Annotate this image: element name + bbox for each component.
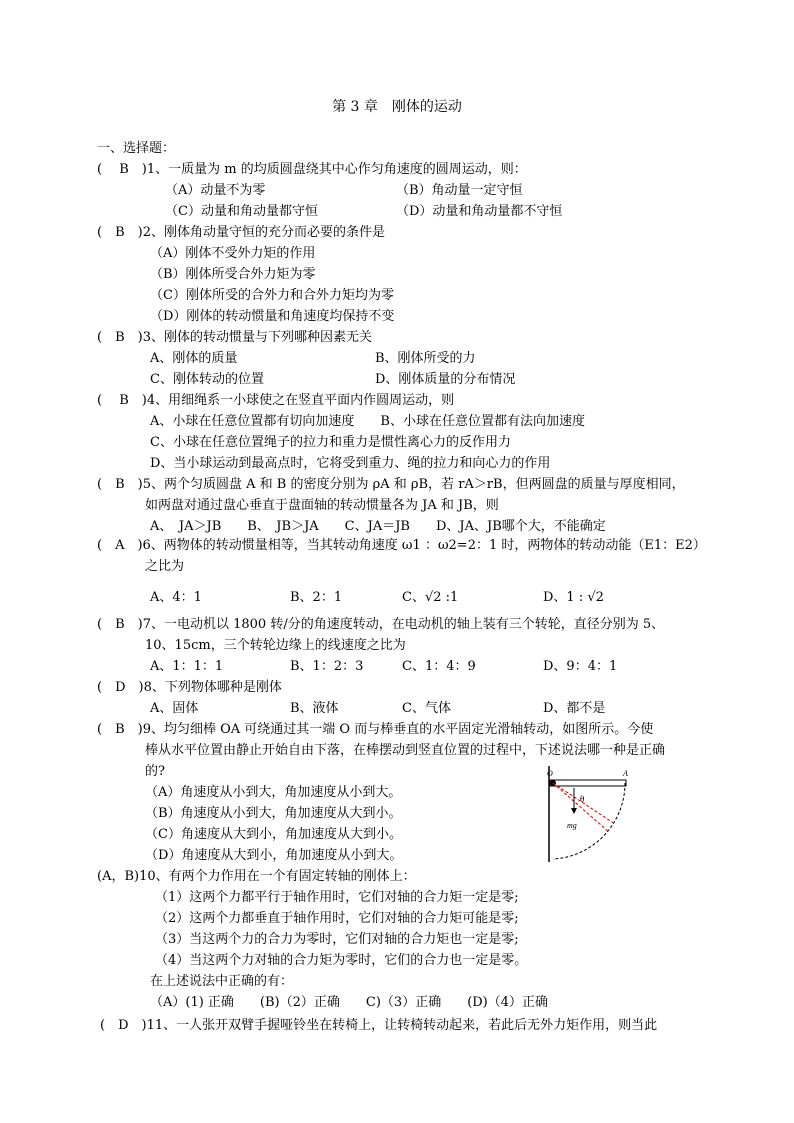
- rod-figure: [545, 766, 635, 862]
- text-line: 的?: [145, 764, 165, 779]
- text-line: ( D )8、下列物体哪种是刚体: [97, 680, 282, 695]
- text-line: （C）角速度从大到小，角加速度从大到小。: [145, 827, 402, 842]
- label-theta: θ: [580, 794, 585, 804]
- text-line: （B）角速度从小到大，角加速度从大到小。: [145, 806, 402, 821]
- text-line: A、1：1：1: [150, 659, 224, 674]
- text-line: （C）刚体所受的合外力和合外力矩均为零: [150, 288, 394, 303]
- text-line: （A）角速度从小到大，角加速度从小到大。: [145, 785, 402, 800]
- text-line: （A）(1) 正确 (B)（2）正确 C)（3）正确 (D)（4）正确: [150, 995, 549, 1010]
- text-line: （2）这两个力都垂直于轴作用时，它们对轴的合力矩可能是零;: [155, 911, 519, 926]
- text-line: C、刚体转动的位置: [150, 372, 264, 387]
- text-line: （3）当这两个力的合力为零时，它们对轴的合力矩也一定是零;: [155, 932, 519, 947]
- text-line: ( B )5、两个匀质圆盘 A 和 B 的密度分别为 ρA 和 ρB，若 rA＞rB，但两圆盘的质量与厚度相同，: [97, 477, 685, 492]
- text-line: （D）刚体的转动惯量和角速度均保持不变: [150, 309, 395, 324]
- text-line: D、1 : √2: [543, 590, 604, 605]
- label-o: O: [547, 769, 553, 778]
- text-line: 10、15cm，三个转轮边缘上的线速度之比为: [145, 638, 406, 653]
- text-line: A、刚体的质量: [150, 351, 238, 366]
- text-line: （D）角速度从大到小，角加速度从小到大。: [145, 848, 403, 863]
- text-line: ( B )9、均匀细棒 OA 可绕通过其一端 O 而与棒垂直的水平固定光滑轴转动，如图所示。今使: [97, 722, 654, 737]
- text-line: ( B )4、用细绳系一小球使之在竖直平面内作圆周运动，则: [97, 393, 455, 408]
- text-line: 如两盘对通过盘心垂直于盘面轴的转动惯量各为 JA 和 JB，则: [145, 498, 499, 513]
- swing-arc: [553, 783, 625, 859]
- text-line: B、1：2：3: [290, 659, 364, 674]
- chapter-title: 第 3 章 刚体的运动: [332, 99, 462, 115]
- text-line: B、刚体所受的力: [375, 351, 476, 366]
- text-line: D、都不是: [543, 701, 606, 716]
- text-line: 棒从水平位置由静止开始自由下落，在棒摆动到竖直位置的过程中，下述说法哪一种是正确: [145, 743, 666, 758]
- arrow-head-icon: [571, 808, 577, 814]
- text-line: ( B )2、刚体角动量守恒的充分而必要的条件是: [97, 225, 385, 240]
- text-line: ( D )11、一人张开双臂手握哑铃坐在转椅上，让转椅转动起来，若此后无外力矩作用，则当此: [100, 1018, 658, 1033]
- text-line: A、 JA＞JB B、 JB＞JA C、JA＝JB D、JA、JB哪个大，不能确定: [150, 519, 606, 534]
- text-line: （B）刚体所受合外力矩为零: [150, 267, 316, 282]
- text-line: （4）当这两个力对轴的合力矩为零时，它们的合力也一定是零。: [155, 953, 528, 968]
- label-mg: mg: [567, 821, 577, 830]
- text-line: (A，B)10、有两个力作用在一个有固定转轴的刚体上：: [97, 869, 416, 884]
- rod-dashed-lower: [553, 783, 609, 832]
- text-line: D、当小球运动到最高点时，它将受到重力、绳的拉力和向心力的作用: [150, 456, 551, 471]
- text-line: B、液体: [290, 701, 339, 716]
- rod-oa: [550, 780, 626, 786]
- text-line: （A）动量不为零: [165, 183, 266, 198]
- text-line: C、√2 :1: [402, 590, 459, 605]
- text-line: A、固体: [150, 701, 199, 716]
- text-line: 之比为: [145, 559, 185, 574]
- text-line: C、气体: [402, 701, 451, 716]
- text-line: ( B )3、刚体的转动惯量与下列哪种因素无关: [97, 330, 372, 345]
- section-heading: 一、选择题：: [97, 141, 176, 156]
- text-line: D、9：4：1: [543, 659, 618, 674]
- text-line: （D）动量和角动量都不守恒: [396, 204, 563, 219]
- text-line: C、小球在任意位置绳子的拉力和重力是惯性离心力的反作用力: [150, 435, 511, 450]
- text-line: B、2：1: [290, 590, 343, 605]
- text-line: 在上述说法中正确的有：: [150, 974, 294, 989]
- text-line: （B）角动量一定守恒: [396, 183, 523, 198]
- label-a: A: [623, 769, 628, 778]
- text-line: D、刚体质量的分布情况: [375, 372, 516, 387]
- text-line: （A）刚体不受外力矩的作用: [150, 246, 316, 261]
- text-line: C、1：4：9: [402, 659, 476, 674]
- text-line: ( A )6、两物体的转动惯量相等，当其转动角速度 ω1 ：ω2=2：1 时，两物体的转动动能（E1：E2）: [97, 538, 706, 553]
- text-line: （C）动量和角动量都守恒: [165, 204, 318, 219]
- text-line: A、小球在任意位置都有切向加速度 B、小球在任意位置都有法向加速度: [150, 414, 585, 429]
- text-line: A、4：1: [150, 590, 202, 605]
- text-line: ( B )1、一质量为 m 的均质圆盘绕其中心作匀角速度的圆周运动，则：: [97, 162, 527, 177]
- text-line: ( B )7、一电动机以 1800 转/分的角速度转动，在电动机的轴上装有三个转轮，直径分别为 5、: [97, 617, 665, 632]
- text-line: （1）这两个力都平行于轴作用时，它们对轴的合力矩一定是零;: [155, 890, 519, 905]
